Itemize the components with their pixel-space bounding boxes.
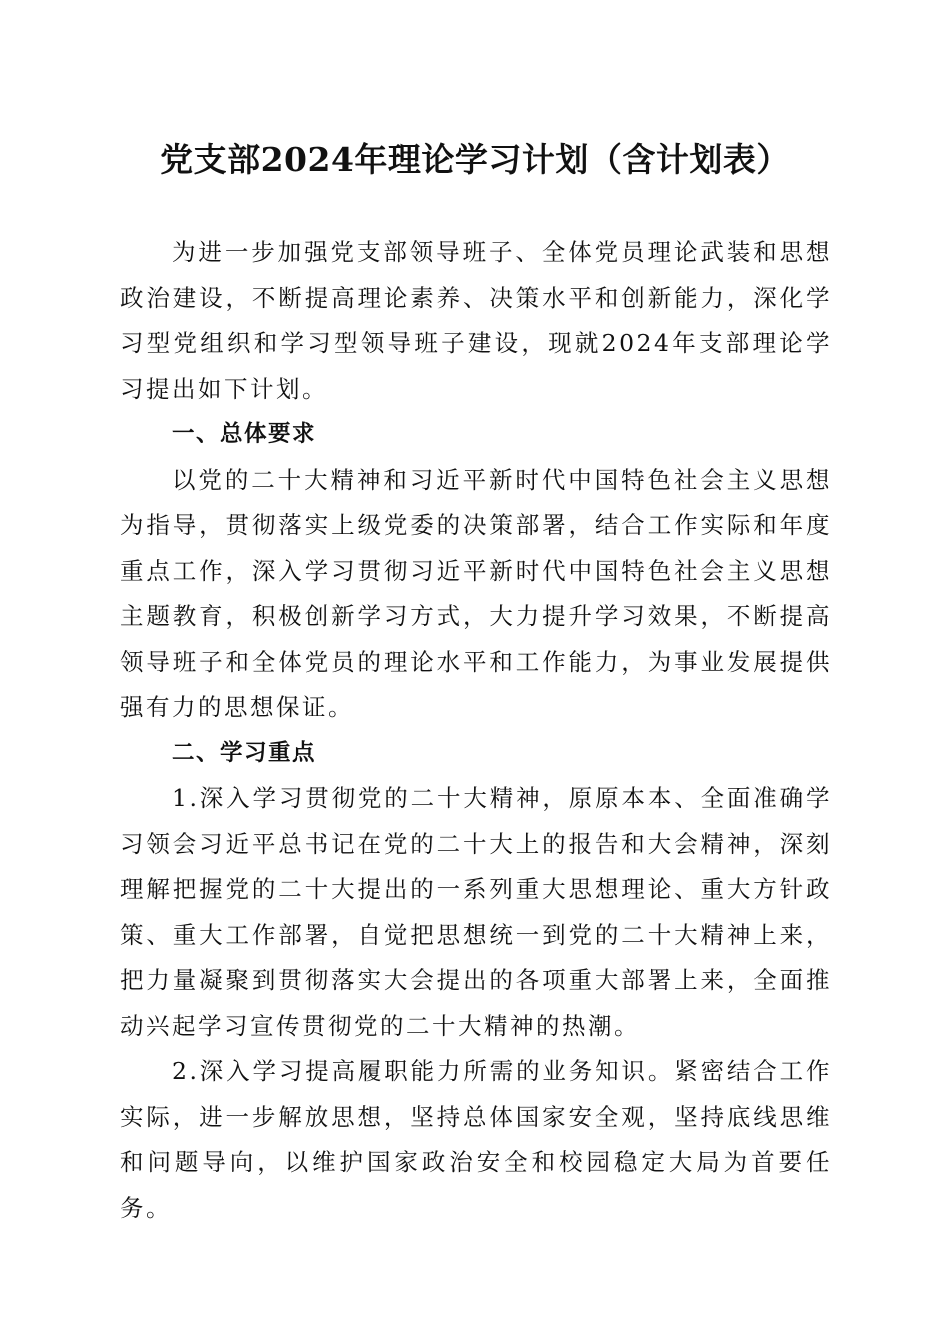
document-body	[120, 230, 832, 1231]
section-heading-study-focus: 二、学习重点	[172, 739, 317, 766]
section-heading-general-requirements: 一、总体要求	[172, 421, 317, 447]
general-requirements-paragraph: 以党的二十大精神和习近平新时代中国特色社会主义思想为指导，贯彻落实上级党委的决策部署，结合工作实际和年度重点工作，深入学习贯彻习近平新时代中国特色社会主义思想主题教育，积极创新学习方式，大力提升学习效果，不断提高领导班子和全体党员的理论水平和工作能力，为事业发展提供强有力的思想保证。	[120, 465, 832, 721]
intro-paragraph: 为进一步加强党支部领导班子、全体党员理论武装和思想政治建设，不断提高理论素养、决策水平和创新能力，深化学习型党组织和学习型领导班子建设，现就2024年支部理论学习提出如下计划。	[120, 238, 832, 403]
document-title: 党支部2024年理论学习计划（含计划表）	[160, 140, 790, 179]
study-focus-item-1: 1.深入学习贯彻党的二十大精神，原原本本、全面准确学习领会习近平总书记在党的二十大上的报告和大会精神，深刻理解把握党的二十大提出的一系列重大思想理论、重大方针政策、重大工作部署，自觉把思想统一到党的二十大精神上来，把力量凝聚到贯彻落实大会提出的各项重大部署上来，全面推动兴起学习宣传贯彻党的二十大精神的热潮。	[120, 784, 832, 1040]
study-focus-item-2: 2.深入学习提高履职能力所需的业务知识。紧密结合工作实际，进一步解放思想，坚持总体国家安全观，坚持底线思维和问题导向，以维护国家政治安全和校园稳定大局为首要任务。	[120, 1057, 832, 1222]
